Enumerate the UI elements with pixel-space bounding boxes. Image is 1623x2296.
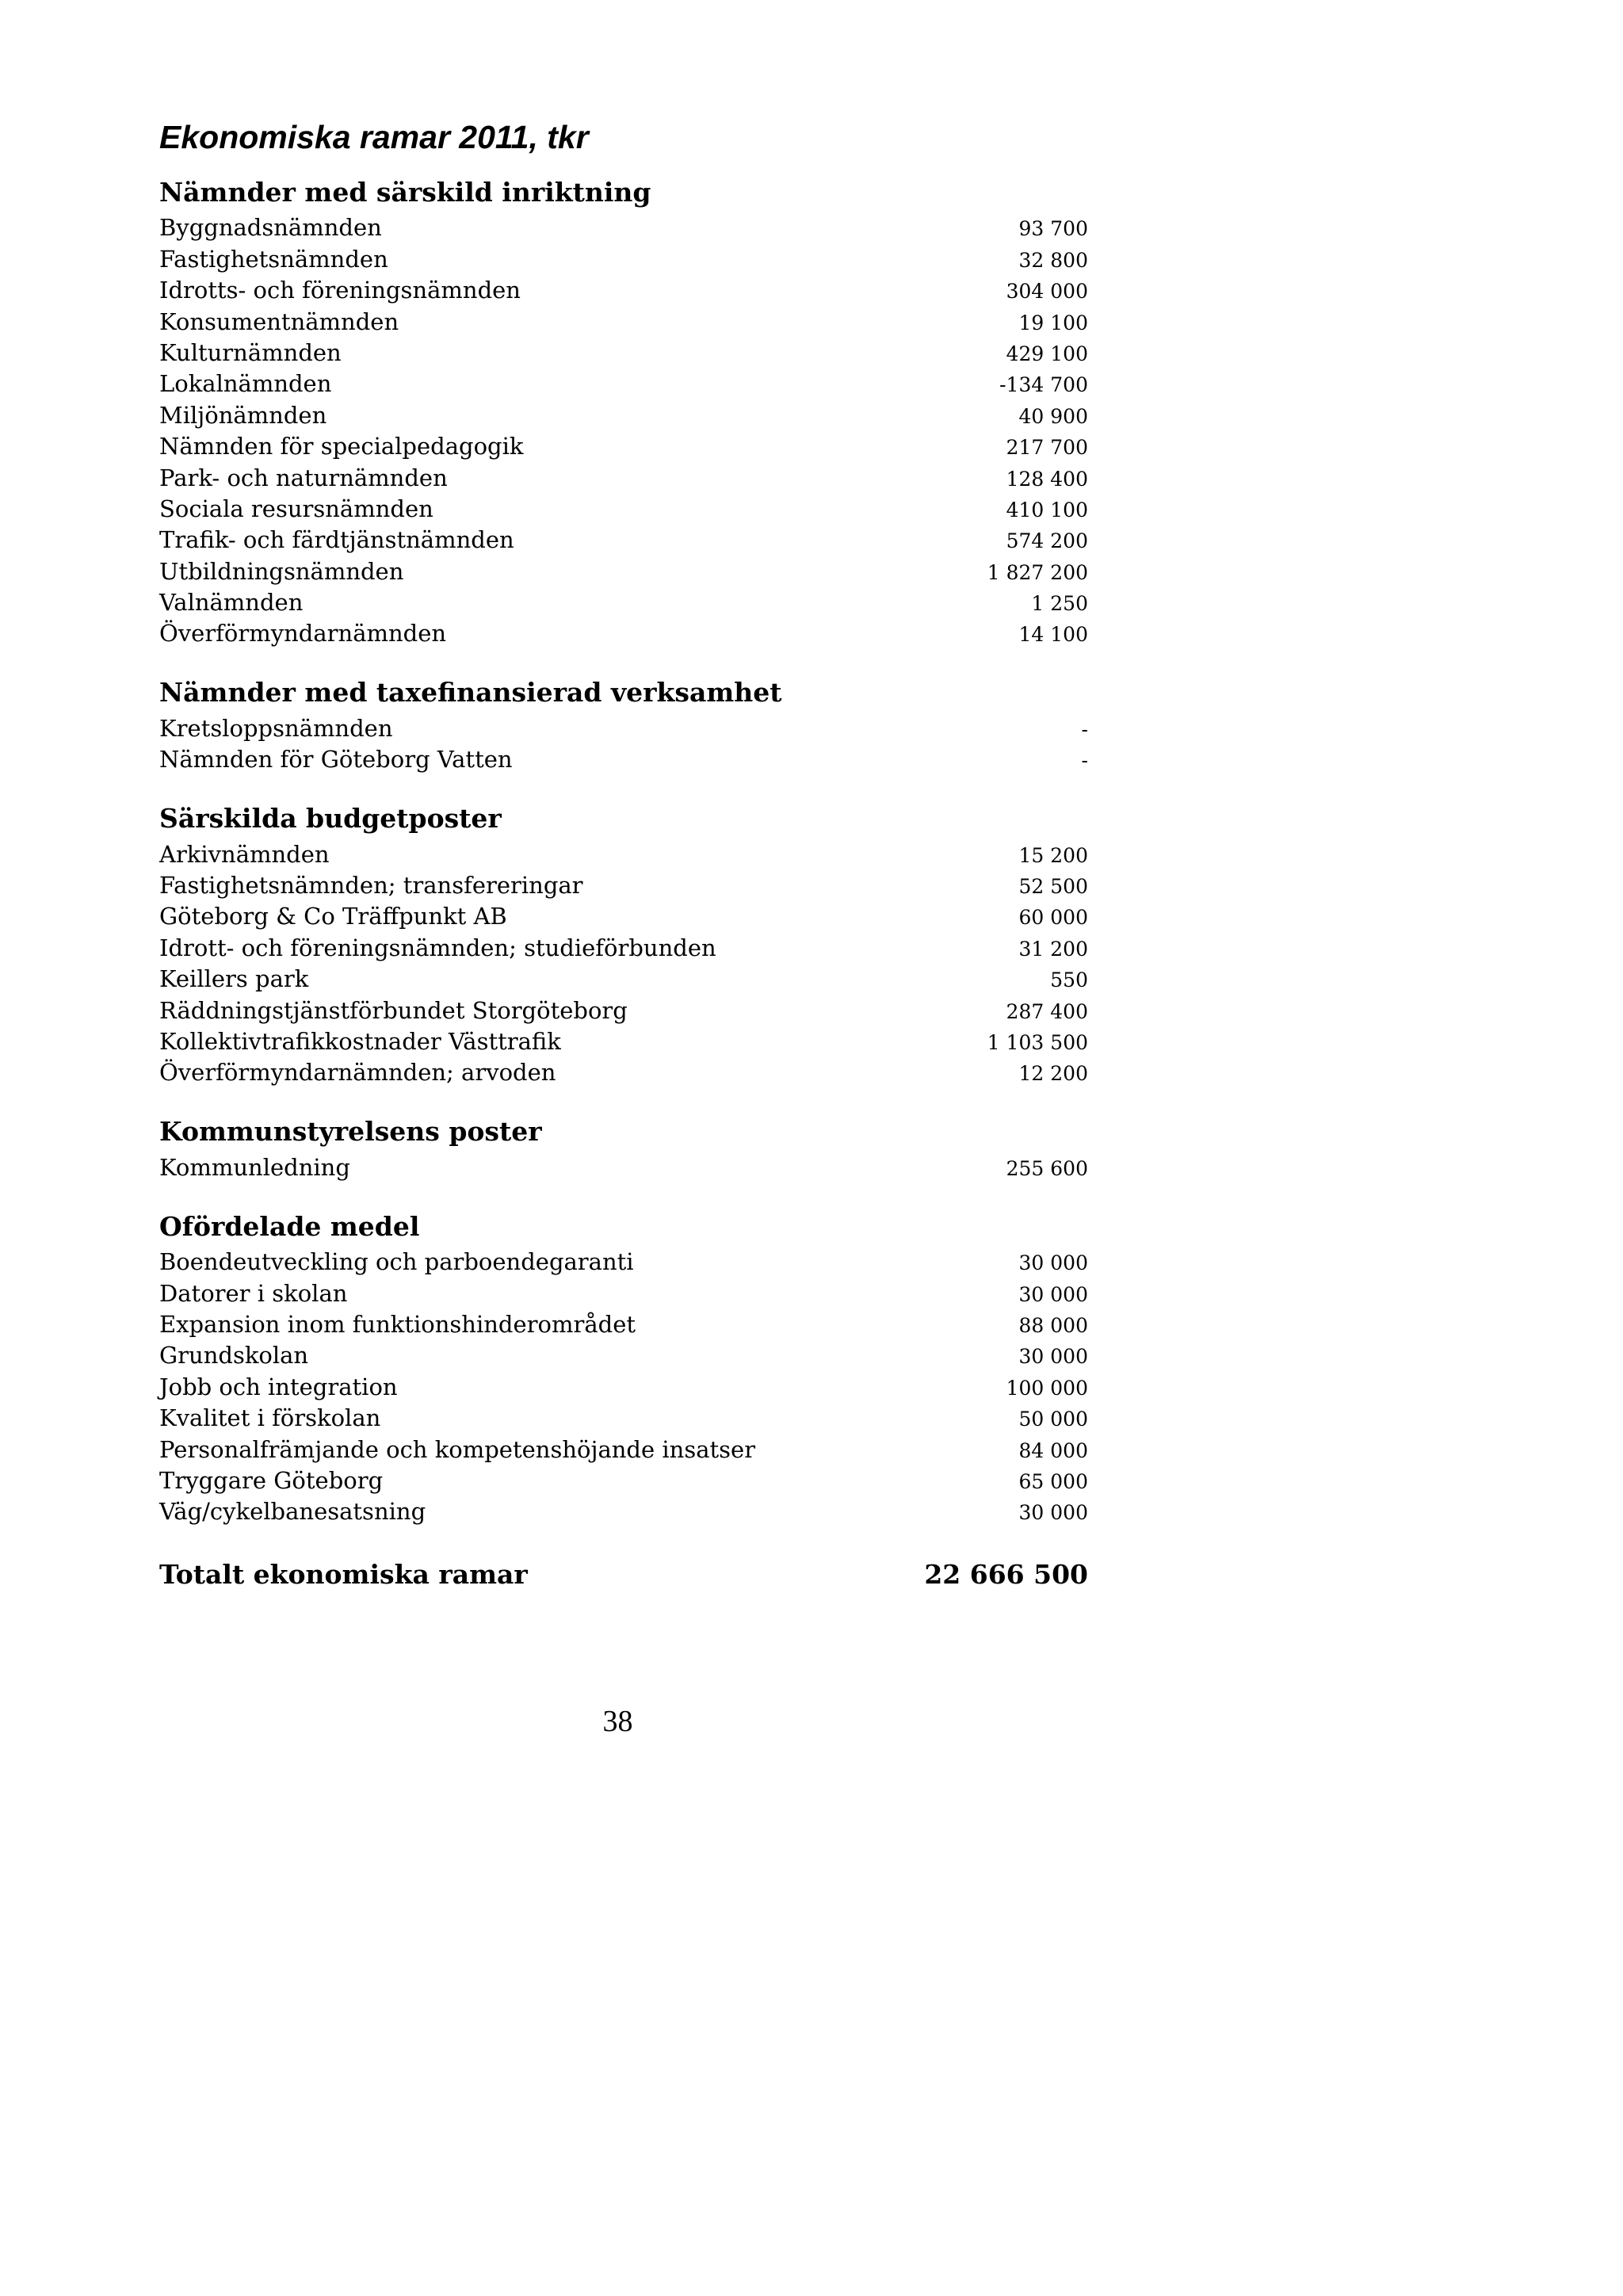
row-value: 15 200 — [1018, 843, 1088, 867]
row-label: Boendeutveckling och parboendegaranti — [159, 1248, 634, 1276]
row-value: 100 000 — [1006, 1376, 1088, 1400]
row-label: Kvalitet i förskolan — [159, 1404, 381, 1432]
table-row — [159, 1463, 1088, 1494]
row-label: Arkivnämnden — [159, 840, 330, 868]
row-label: Grundskolan — [159, 1342, 309, 1370]
table-row — [159, 1307, 1088, 1338]
row-value: 88 000 — [1018, 1313, 1088, 1337]
table-row — [159, 899, 1088, 930]
table-row — [159, 1338, 1088, 1369]
row-value: 60 000 — [1018, 906, 1088, 930]
table-row — [159, 1400, 1088, 1431]
row-label: Nämnden för Göteborg Vatten — [159, 746, 513, 774]
table-row — [159, 397, 1088, 428]
row-label: Kommunledning — [159, 1153, 350, 1181]
row-label: Väg/cykelbanesatsning — [159, 1498, 426, 1526]
row-value: 84 000 — [1018, 1438, 1088, 1462]
table-row — [159, 930, 1088, 961]
row-value: 31 200 — [1018, 937, 1088, 961]
row-label: Göteborg & Co Träffpunkt AB — [159, 903, 507, 930]
table-row — [159, 460, 1088, 491]
table-row — [159, 273, 1088, 304]
row-label: Räddningstjänstförbundet Storgöteborg — [159, 996, 628, 1024]
row-label: Miljönämnden — [159, 401, 327, 429]
row-value: 304 000 — [1006, 280, 1088, 304]
row-value: 429 100 — [1006, 342, 1088, 365]
budget-table — [159, 116, 1088, 1593]
table-row — [159, 836, 1088, 867]
row-label: Byggnadsnämnden — [159, 214, 382, 242]
row-label: Kulturnämnden — [159, 338, 342, 366]
section-heading: Kommunstyrelsens poster — [159, 1116, 542, 1148]
row-value: 65 000 — [1018, 1469, 1088, 1493]
row-value: 30 000 — [1018, 1251, 1088, 1275]
section — [159, 1114, 1088, 1180]
row-label: Valnämnden — [159, 589, 304, 617]
section — [159, 174, 1088, 647]
row-label: Lokalnämnden — [159, 370, 332, 398]
table-row — [159, 1244, 1088, 1275]
row-value: 1 103 500 — [987, 1030, 1088, 1054]
table-row — [159, 710, 1088, 741]
row-value: -134 700 — [999, 373, 1088, 397]
sections-container — [159, 174, 1088, 1525]
row-label: Personalfrämjande och kompetenshöjande insatser — [159, 1435, 756, 1463]
row-label: Överförmyndarnämnden — [159, 620, 447, 648]
row-label: Park- och naturnämnden — [159, 464, 448, 491]
row-label: Fastighetsnämnden; transfereringar — [159, 872, 583, 900]
table-row — [159, 742, 1088, 773]
table-row — [159, 210, 1088, 241]
row-value: 30 000 — [1018, 1282, 1088, 1306]
table-row — [159, 366, 1088, 397]
table-row — [159, 1275, 1088, 1306]
table-row — [159, 429, 1088, 460]
total-row — [159, 1555, 1088, 1593]
row-label: Konsumentnämnden — [159, 308, 399, 335]
row-value: 550 — [1050, 968, 1088, 992]
row-label: Överförmyndarnämnden; arvoden — [159, 1059, 556, 1087]
table-row — [159, 1024, 1088, 1055]
section-heading: Särskilda budgetposter — [159, 803, 502, 835]
row-value: - — [1081, 749, 1088, 773]
table-row — [159, 304, 1088, 334]
table-row — [159, 241, 1088, 272]
row-value: 128 400 — [1006, 467, 1088, 491]
row-label: Datorer i skolan — [159, 1279, 348, 1307]
section — [159, 800, 1088, 1086]
row-value: 1 827 200 — [987, 560, 1088, 584]
table-row — [159, 616, 1088, 647]
total-value: 22 666 500 — [924, 1558, 1088, 1590]
row-value: 574 200 — [1006, 529, 1088, 553]
row-label: Fastighetsnämnden — [159, 245, 388, 273]
page-title: Ekonomiska ramar 2011, tkr — [159, 119, 589, 155]
row-value: 19 100 — [1018, 311, 1088, 334]
row-label: Utbildningsnämnden — [159, 557, 404, 585]
table-row — [159, 585, 1088, 616]
row-label: Sociala resursnämnden — [159, 495, 433, 522]
table-row — [159, 1494, 1088, 1525]
table-row — [159, 1431, 1088, 1462]
row-value: 410 100 — [1006, 498, 1088, 521]
section — [159, 1209, 1088, 1526]
row-label: Jobb och integration — [159, 1373, 398, 1400]
row-label: Nämnden för specialpedagogik — [159, 433, 524, 460]
table-row — [159, 491, 1088, 522]
row-label: Idrott- och föreningsnämnden; studieförbunden — [159, 934, 716, 961]
row-value: 14 100 — [1018, 623, 1088, 647]
table-row — [159, 961, 1088, 992]
row-label: Kollektivtrafikkostnader Västtrafik — [159, 1027, 561, 1055]
row-label: Keillers park — [159, 965, 309, 993]
row-label: Trafik- och färdtjänstnämnden — [159, 526, 514, 554]
row-label: Tryggare Göteborg — [159, 1466, 384, 1494]
row-value: 93 700 — [1018, 217, 1088, 241]
row-label: Expansion inom funktionshinderområdet — [159, 1310, 636, 1338]
table-row — [159, 522, 1088, 553]
table-row — [159, 335, 1088, 366]
row-value: 40 900 — [1018, 404, 1088, 428]
section-heading: Nämnder med taxefinansierad verksamhet — [159, 677, 782, 709]
table-row — [159, 992, 1088, 1023]
row-value: 255 600 — [1006, 1156, 1088, 1180]
row-value: 12 200 — [1018, 1062, 1088, 1086]
row-label: Idrotts- och föreningsnämnden — [159, 277, 521, 304]
row-value: 217 700 — [1006, 436, 1088, 460]
table-row — [159, 868, 1088, 899]
table-row — [159, 1055, 1088, 1086]
page-number: 38 — [602, 1705, 633, 1738]
row-value: 287 400 — [1006, 999, 1088, 1023]
row-value: 30 000 — [1018, 1345, 1088, 1369]
section-heading: Ofördelade medel — [159, 1210, 420, 1242]
row-value: 32 800 — [1018, 248, 1088, 272]
row-value: 52 500 — [1018, 875, 1088, 899]
section — [159, 674, 1088, 773]
table-row — [159, 1369, 1088, 1400]
table-row — [159, 553, 1088, 584]
section-heading: Nämnder med särskild inriktning — [159, 177, 651, 208]
row-value: 30 000 — [1018, 1501, 1088, 1525]
table-row — [159, 1149, 1088, 1180]
row-value: 1 250 — [1031, 592, 1088, 616]
total-label: Totalt ekonomiska ramar — [159, 1558, 528, 1590]
row-value: 50 000 — [1018, 1408, 1088, 1431]
row-label: Kretsloppsnämnden — [159, 714, 393, 742]
row-value: - — [1081, 717, 1088, 741]
